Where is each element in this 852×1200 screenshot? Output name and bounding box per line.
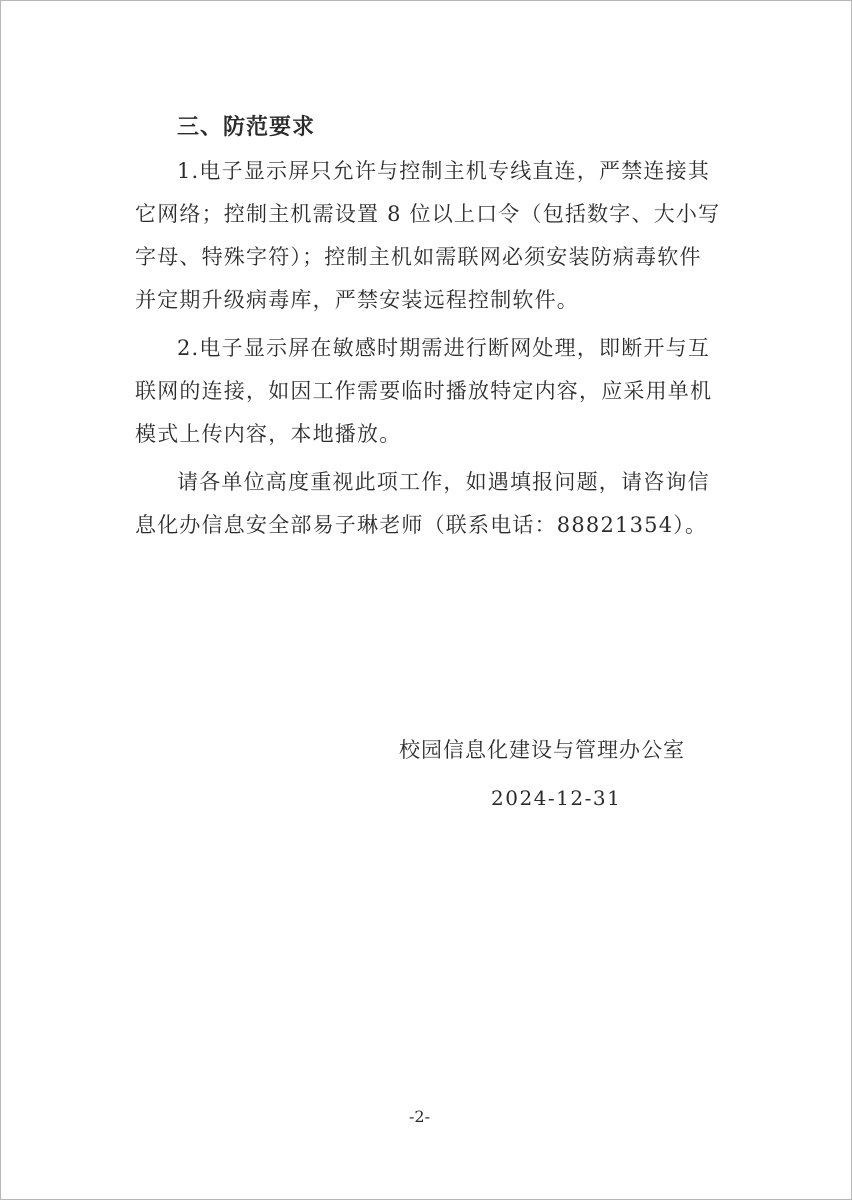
item1-line1: 1.电子显示屏只允许与控制主机专线直连，严禁连接其 [177,159,711,183]
section-heading: 三、防范要求 [177,115,316,140]
page-number: -2- [409,1107,430,1126]
closing-line2: 息化办信息安全部易子琳老师（联系电话：88821354）。 [135,513,708,537]
item1-line3: 字母、特殊字符）；控制主机如需联网必须安装防病毒软件 [135,245,702,269]
item1-line4: 并定期升级病毒库，严禁安装远程控制软件。 [135,288,579,312]
item1-line2: 它网络；控制主机需设置 8 位以上口令（包括数字、大小写 [135,202,721,226]
issuer-signature: 校园信息化建设与管理办公室 [399,738,685,762]
closing-line1: 请各单位高度重视此项工作，如遇填报问题，请咨询信 [177,470,710,494]
item2-line2: 联网的连接，如因工作需要临时播放特定内容，应采用单机 [135,379,713,403]
issue-date: 2024-12-31 [491,786,622,810]
item2-line3: 模式上传内容，本地播放。 [135,422,402,446]
item2-line1: 2.电子显示屏在敏感时期需进行断网处理，即断开与互 [177,336,711,360]
